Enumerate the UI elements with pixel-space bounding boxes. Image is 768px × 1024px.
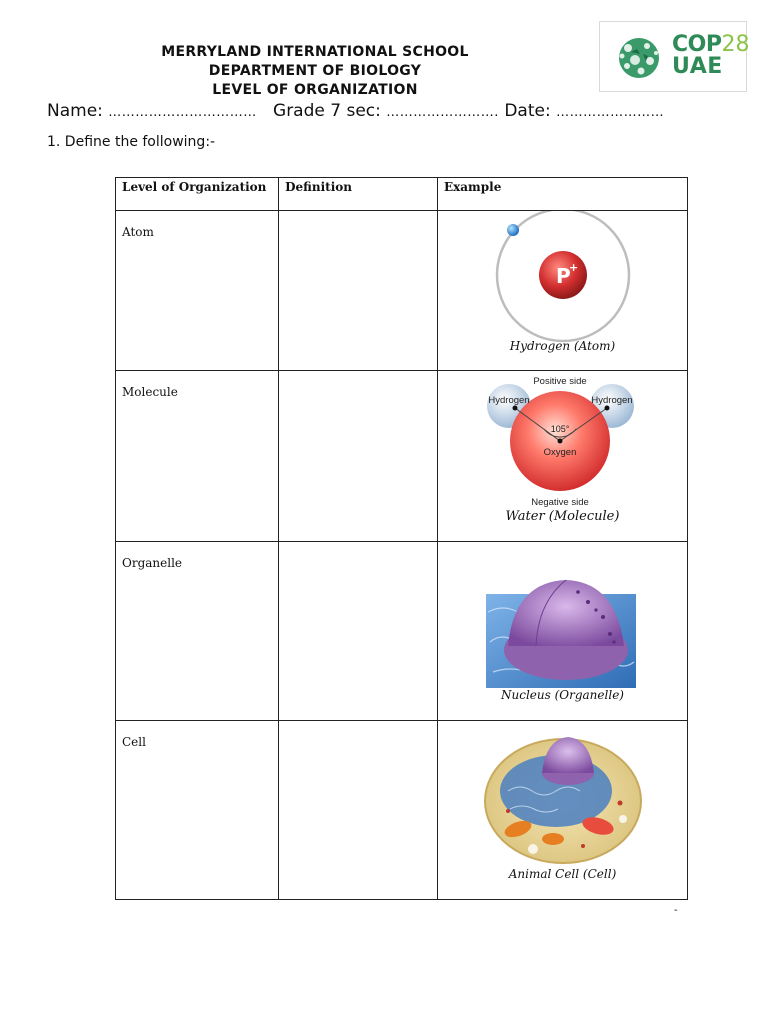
footer-mark: -: [674, 905, 678, 916]
bond-angle-label: 105°: [550, 424, 570, 434]
table-row-cell: [116, 721, 688, 900]
table-row-atom: [116, 211, 688, 371]
example-cell: [437, 211, 687, 371]
hydrogen-left-label: Hydrogen: [488, 395, 530, 406]
caption-hydrogen: Hydrogen (Atom): [509, 339, 616, 353]
oxygen-label: Oxygen: [543, 447, 577, 458]
example-cell: [437, 721, 687, 900]
positive-side-label: Positive side: [533, 376, 587, 387]
name-field[interactable]: ……………………………: [108, 105, 257, 120]
logo-country-text: UAE: [672, 54, 723, 79]
header-level: Level of Organization: [116, 178, 279, 211]
caption-water: Water (Molecule): [505, 509, 620, 524]
header-example: Example: [437, 178, 687, 211]
logo-cop-text: COP: [672, 32, 722, 57]
worksheet-topic: LEVEL OF ORGANIZATION: [212, 82, 418, 98]
question-1: 1. Define the following:-: [47, 134, 216, 150]
cop28-globe-icon: [613, 36, 665, 80]
cop28-logo: [599, 21, 750, 92]
example-cell: [437, 371, 687, 542]
definition-cell[interactable]: [279, 211, 438, 371]
table-header-row: [116, 178, 688, 211]
date-field[interactable]: ……………………: [556, 105, 665, 120]
level-cell: Atom: [116, 211, 279, 371]
caption-nucleus: Nucleus (Organelle): [501, 688, 624, 702]
level-cell: Cell: [116, 721, 279, 900]
student-info-line: [47, 101, 664, 121]
header-definition: Definition: [279, 178, 438, 211]
grade-label: Grade 7 sec:: [273, 101, 381, 121]
level-cell: Molecule: [116, 371, 279, 542]
proton-charge-label: +: [568, 261, 579, 274]
definition-cell[interactable]: [279, 721, 438, 900]
example-cell: [437, 542, 687, 721]
definition-cell[interactable]: [279, 542, 438, 721]
department-name: DEPARTMENT OF BIOLOGY: [208, 63, 422, 79]
school-name: MERRYLAND INTERNATIONAL SCHOOL: [161, 44, 469, 60]
proton-label: P: [555, 264, 571, 288]
table-row-organelle: [116, 542, 688, 721]
level-cell: Organelle: [116, 542, 279, 721]
logo-number-text: 28: [721, 32, 750, 57]
negative-side-label: Negative side: [531, 497, 589, 508]
caption-animal-cell: Animal Cell (Cell): [508, 867, 617, 881]
table-row-molecule: [116, 371, 688, 542]
definition-cell[interactable]: [279, 371, 438, 542]
grade-section-field[interactable]: …………………….: [386, 105, 499, 120]
organization-table: [115, 177, 688, 900]
name-label: Name:: [47, 101, 103, 121]
hydrogen-right-label: Hydrogen: [591, 395, 633, 406]
date-label: Date:: [504, 101, 551, 121]
